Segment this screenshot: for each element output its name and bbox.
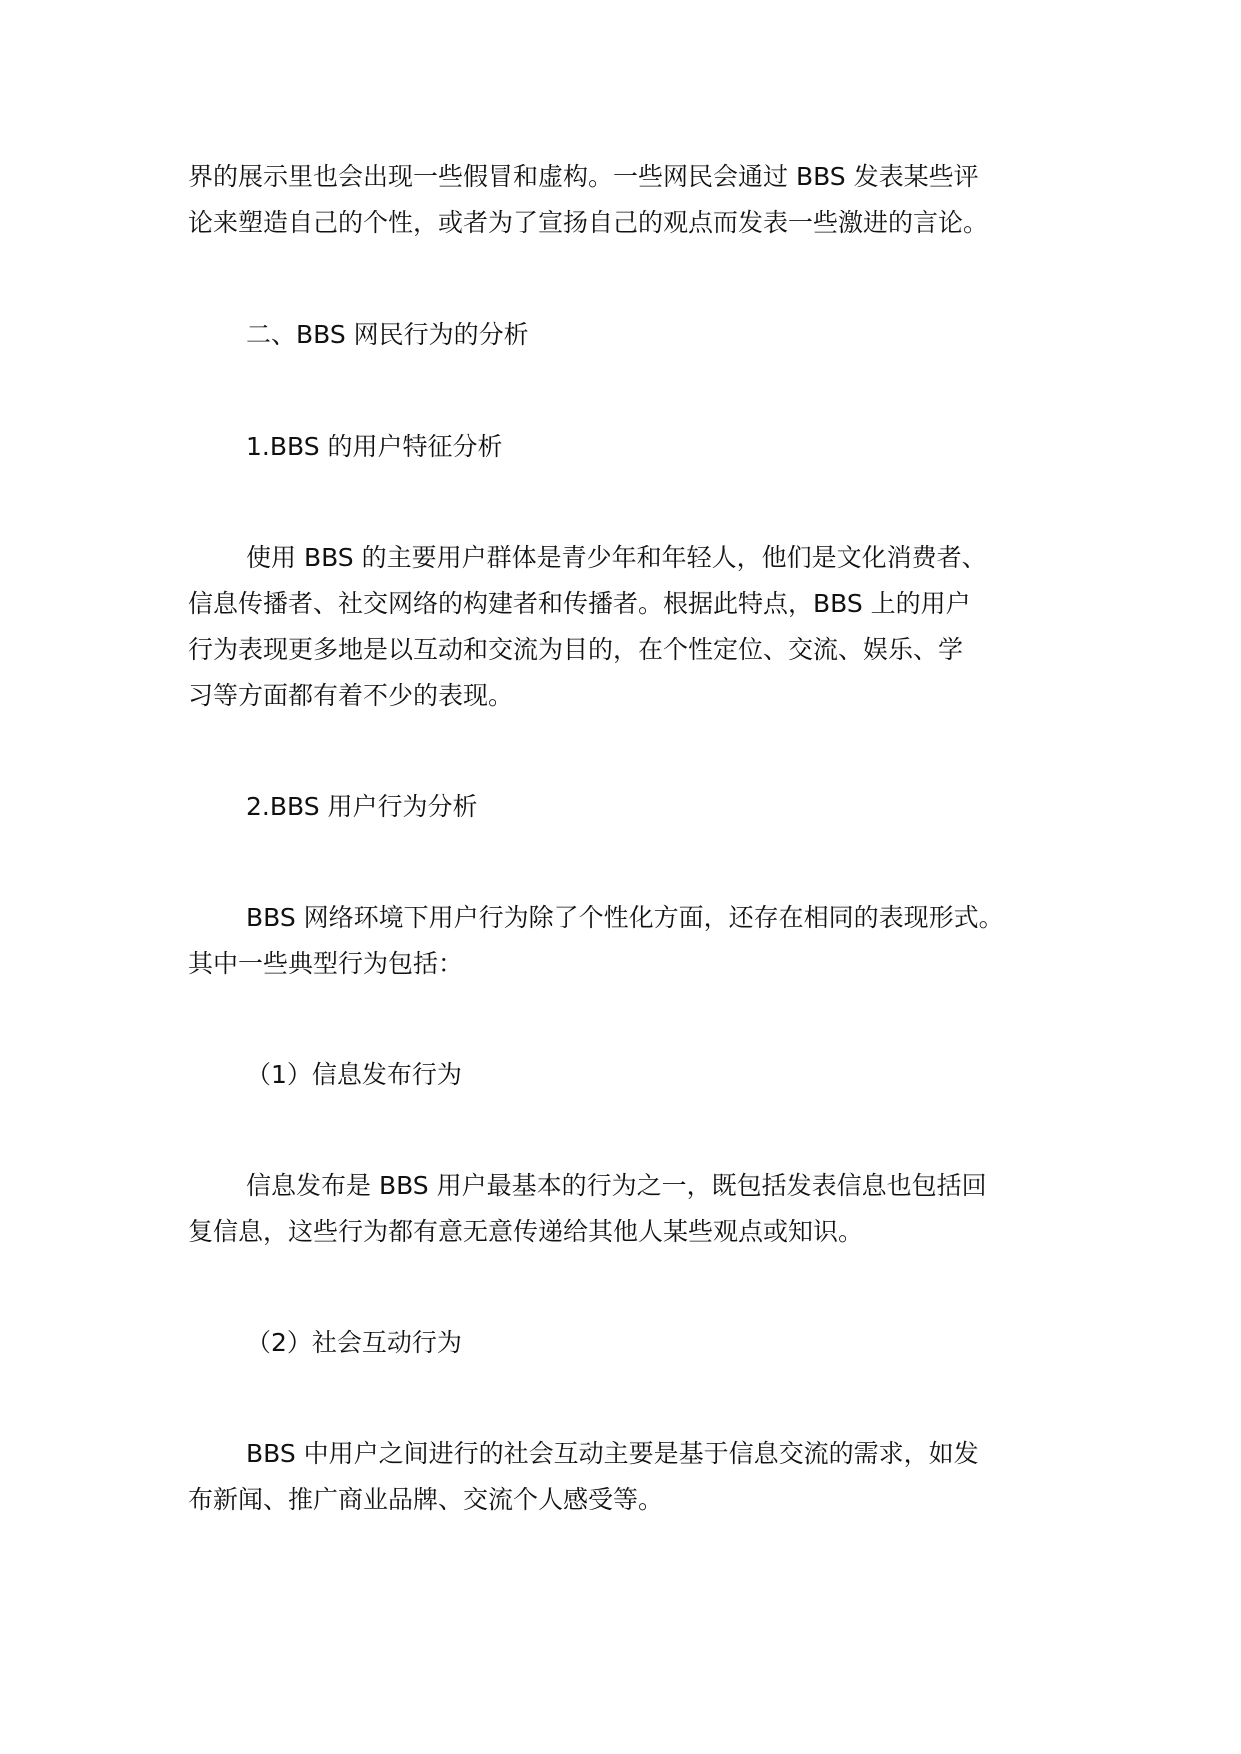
- list-heading: （2）社会互动行为: [246, 1328, 462, 1357]
- subsection-heading: 1.BBS 的用户特征分析: [246, 432, 503, 461]
- paragraph-line: 信息传播者、社交网络的构建者和传播者。根据此特点，BBS 上的用户: [188, 589, 971, 618]
- paragraph-line: 行为表现更多地是以互动和交流为目的，在个性定位、交流、娱乐、学: [188, 635, 964, 664]
- section-heading: 二、BBS 网民行为的分析: [246, 320, 529, 349]
- subsection-heading: 2.BBS 用户行为分析: [246, 792, 478, 821]
- paragraph-line: 其中一些典型行为包括：: [188, 949, 464, 978]
- paragraph-line: 论来塑造自己的个性，或者为了宣扬自己的观点而发表一些激进的言论。: [188, 208, 989, 237]
- paragraph-line: 习等方面都有着不少的表现。: [188, 681, 514, 710]
- paragraph-line: BBS 网络环境下用户行为除了个性化方面，还存在相同的表现形式。: [246, 903, 1004, 932]
- paragraph-line: 信息发布是 BBS 用户最基本的行为之一，既包括发表信息也包括回: [246, 1171, 987, 1200]
- paragraph-line: 复信息，这些行为都有意无意传递给其他人某些观点或知识。: [188, 1217, 864, 1246]
- paragraph-line: BBS 中用户之间进行的社会互动主要是基于信息交流的需求，如发: [246, 1439, 979, 1468]
- paragraph-line: 使用 BBS 的主要用户群体是青少年和年轻人，他们是文化消费者、: [246, 543, 987, 572]
- list-heading: （1）信息发布行为: [246, 1060, 462, 1089]
- paragraph-line: 布新闻、推广商业品牌、交流个人感受等。: [188, 1485, 664, 1514]
- paragraph-line: 界的展示里也会出现一些假冒和虚构。一些网民会通过 BBS 发表某些评: [188, 162, 979, 191]
